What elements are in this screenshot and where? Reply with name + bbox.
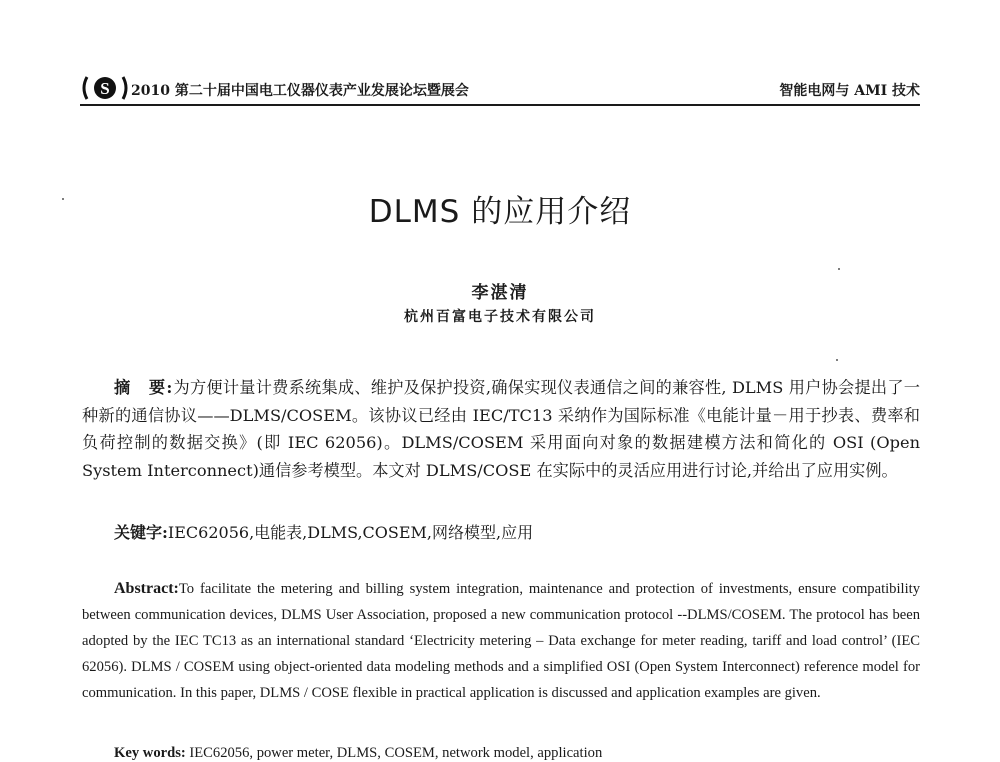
logo-letter: S — [100, 79, 110, 98]
keywords-english — [114, 745, 602, 762]
abstract-chinese — [82, 374, 920, 484]
abstract-chinese-label: 摘 要: — [114, 378, 174, 397]
abstract-english-label: Abstract: — [114, 580, 179, 597]
abstract-chinese-text: 为方便计量计费系统集成、维护及保护投资,确保实现仪表通信之间的兼容性, DLMS 用户协会提出了一种新的通信协议——DLMS/COSEM。该协议已经由 IEC/TC13 采纳作为国际标准《电能计量－用于抄表、费率和负荷控制的数据交换》(即 IEC 62056)。DLMS/COSEM 采用面向对象的数据建模方法和简化的 OSI (Open System Interconnect)通信参考模型。本文对 DLMS/COSE 在实际中的灵活应用进行讨论,并给出了应用实例。 — [82, 378, 920, 480]
keywords-english-label: Key words: — [114, 745, 186, 761]
scan-speck — [836, 359, 838, 361]
page-header — [80, 74, 920, 106]
conference-logo — [80, 74, 130, 102]
abstract-english-text: To facilitate the metering and billing system integration, maintenance and protection of investments, ensure compatibility between communication devices, DLMS User Association, proposed a new communication protocol --DLMS/COSEM. The protocol has been adopted by the IEC TC13 as an international standard ‘Electricity metering – Data exchange for meter reading, tariff and load control’ (IEC 62056). DLMS / COSEM using object-oriented data modeling methods and a simplified OSI (Open System Interconnect) reference model for communication. In this paper, DLMS / COSE flexible in practical application is discussed and application examples are given. — [82, 581, 920, 701]
author-name: 李湛清 — [471, 283, 529, 303]
paper-title: DLMS 的应用介绍 — [368, 194, 632, 230]
abstract-english — [82, 576, 920, 706]
author-affiliation: 杭州百富电子技术有限公司 — [404, 309, 596, 325]
keywords-english-text: IEC62056, power meter, DLMS, COSEM, network model, application — [185, 745, 603, 761]
conference-name: 2010 第二十届中国电工仪器仪表产业发展论坛暨展会 — [131, 83, 469, 99]
section-name: 智能电网与 AMI 技术 — [779, 83, 920, 99]
keywords-chinese-label: 关键字: — [114, 523, 168, 542]
scan-speck — [62, 198, 64, 200]
scan-speck — [838, 268, 840, 270]
keywords-chinese-text: IEC62056,电能表,DLMS,COSEM,网络模型,应用 — [167, 523, 534, 542]
keywords-chinese — [114, 520, 533, 543]
